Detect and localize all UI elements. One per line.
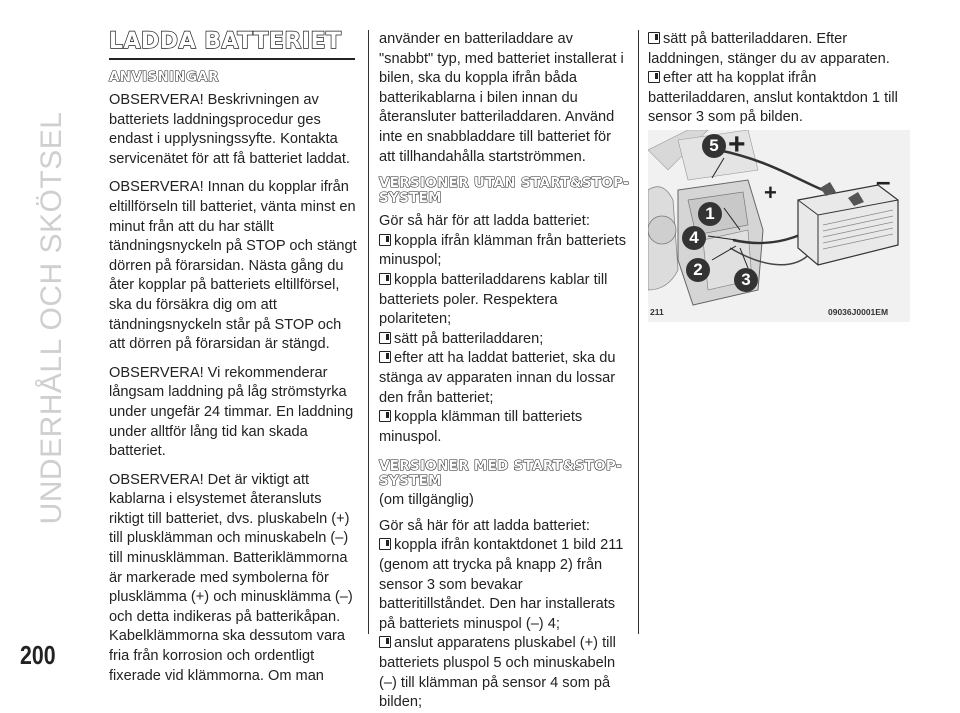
list-item: koppla klämman till batteriets minuspol. (379, 409, 583, 445)
bullet-icon (379, 538, 391, 550)
plus-sign-large: + (728, 130, 746, 161)
bullet-icon (379, 351, 391, 363)
title-rule (109, 58, 355, 60)
column-divider-2 (638, 30, 639, 634)
column-1 (109, 30, 359, 695)
note-2: OBSERVERA! Innan du kopplar ifrån eltillförseln till batteriet, vänta minst en minut från att du har ställt tändningsnyckeln på STOP och stängt dörren på förarsidan. Nästa gång du åter kopplar på batteriets eltillförsel, ska du försäkra dig om att tändningsnyckeln står på STOP och att dörren på förarsidan är stängd. (109, 179, 357, 353)
bullet-icon (379, 273, 391, 285)
callout-5: 5 (702, 134, 726, 158)
sidebar (0, 0, 100, 678)
list-item: efter att ha laddat batteriet, ska du stänga av apparaten innan du lossar den från batteriet; (379, 350, 616, 406)
heading-without-start-stop: VERSIONER UTAN START&STOP-SYSTEM (379, 175, 630, 207)
bullet-icon (379, 410, 391, 422)
column-3 (648, 30, 910, 128)
callout-3: 3 (734, 268, 758, 292)
bullet-icon (379, 332, 391, 344)
figure-code: 09036J0001EM (828, 307, 889, 317)
page-title: LADDA BATTERIET (109, 29, 342, 54)
section-title: UNDERHÅLL OCH SKÖTSEL (35, 111, 68, 525)
figure-number: 211 (650, 307, 664, 317)
callout-1: 1 (698, 202, 722, 226)
list-item: anslut apparatens pluskabel (+) till batteriets pluspol 5 och minuskabeln (–) till klämman på sensor 4 som på bilden; (379, 635, 616, 711)
list-item: sätt på batteriladdaren. Efter laddningen, stänger du av apparaten. (648, 31, 890, 67)
optional-note: (om tillgänglig) (379, 492, 474, 509)
list-item: koppla batteriladdarens kablar till batteriets poler. Respektera polariteten; (379, 271, 608, 328)
battery-diagram (648, 130, 910, 322)
note-3: OBSERVERA! Vi rekommenderar långsam laddning på låg strömstyrka under ungefär 24 timmar. En laddning under alltför lång tid kan skada batteriet. (109, 364, 354, 460)
list-item: sätt på batteriladdaren; (379, 330, 631, 350)
column-divider-1 (368, 30, 369, 634)
intro-1: Gör så här för att ladda batteriet: (379, 213, 590, 230)
intro-2: Gör så här för att ladda batteriet: (379, 517, 590, 534)
note-4: OBSERVERA! Det är viktigt att kablarna i elsystemet återansluts riktigt till batteriet, dvs. pluskabeln (+) till plusklämman och minuskabeln (–) till minusklämman. Batteriklämmorna är markerade med symbolerna för plusklämma (+) och minusklämma (–) och detta indikeras på batterikåpan. Kabelklämmorna ska dessutom vara fria från korrosion och ordentligt fixerade vid klämmorna. Om man (109, 471, 353, 684)
battery-charging-illustration (648, 130, 910, 322)
bullet-icon (379, 636, 391, 648)
note-1: OBSERVERA! Beskrivningen av batteriets laddningsprocedur ges endast i upplysningssyfte. Kontakta servicenätet för att få batteriet laddat. (109, 92, 350, 167)
list-item: koppla ifrån kontaktdonet 1 bild 211 (genom att trycka på knapp 2) från sensor 3 som bevakar batteritillståndet. Den har installerats på batteriets minuspol (–) 4; (379, 537, 624, 632)
list-item: efter att ha kopplat ifrån batteriladdaren, anslut kontaktdon 1 till sensor 3 som på bilden. (648, 70, 898, 126)
list-item: koppla ifrån klämman från batteriets minuspol; (379, 232, 626, 269)
heading-with-start-stop: VERSIONER MED START&STOP-SYSTEM (379, 458, 622, 490)
bullet-icon (379, 234, 391, 246)
subtitle-instructions: ANVISNINGAR (109, 69, 219, 85)
column-2 (379, 30, 631, 713)
bullet-icon (648, 71, 660, 83)
plus-sign-charger: + (764, 180, 777, 205)
callout-4: 4 (682, 226, 706, 250)
minus-sign-charger: – (876, 166, 891, 196)
paragraph-fast-charger: använder en batteriladdare av "snabbt" typ, med batteriet installerat i bilen, ska du koppla ifrån båda batterikablarna i bilen innan du återansluter batteriladdaren. Använd inte en snabbladdare till batteriet för att tillhandahålla startströmmen. (379, 31, 624, 165)
callout-2: 2 (686, 258, 710, 282)
bullet-icon (648, 32, 660, 44)
page-number: 200 (20, 640, 56, 670)
